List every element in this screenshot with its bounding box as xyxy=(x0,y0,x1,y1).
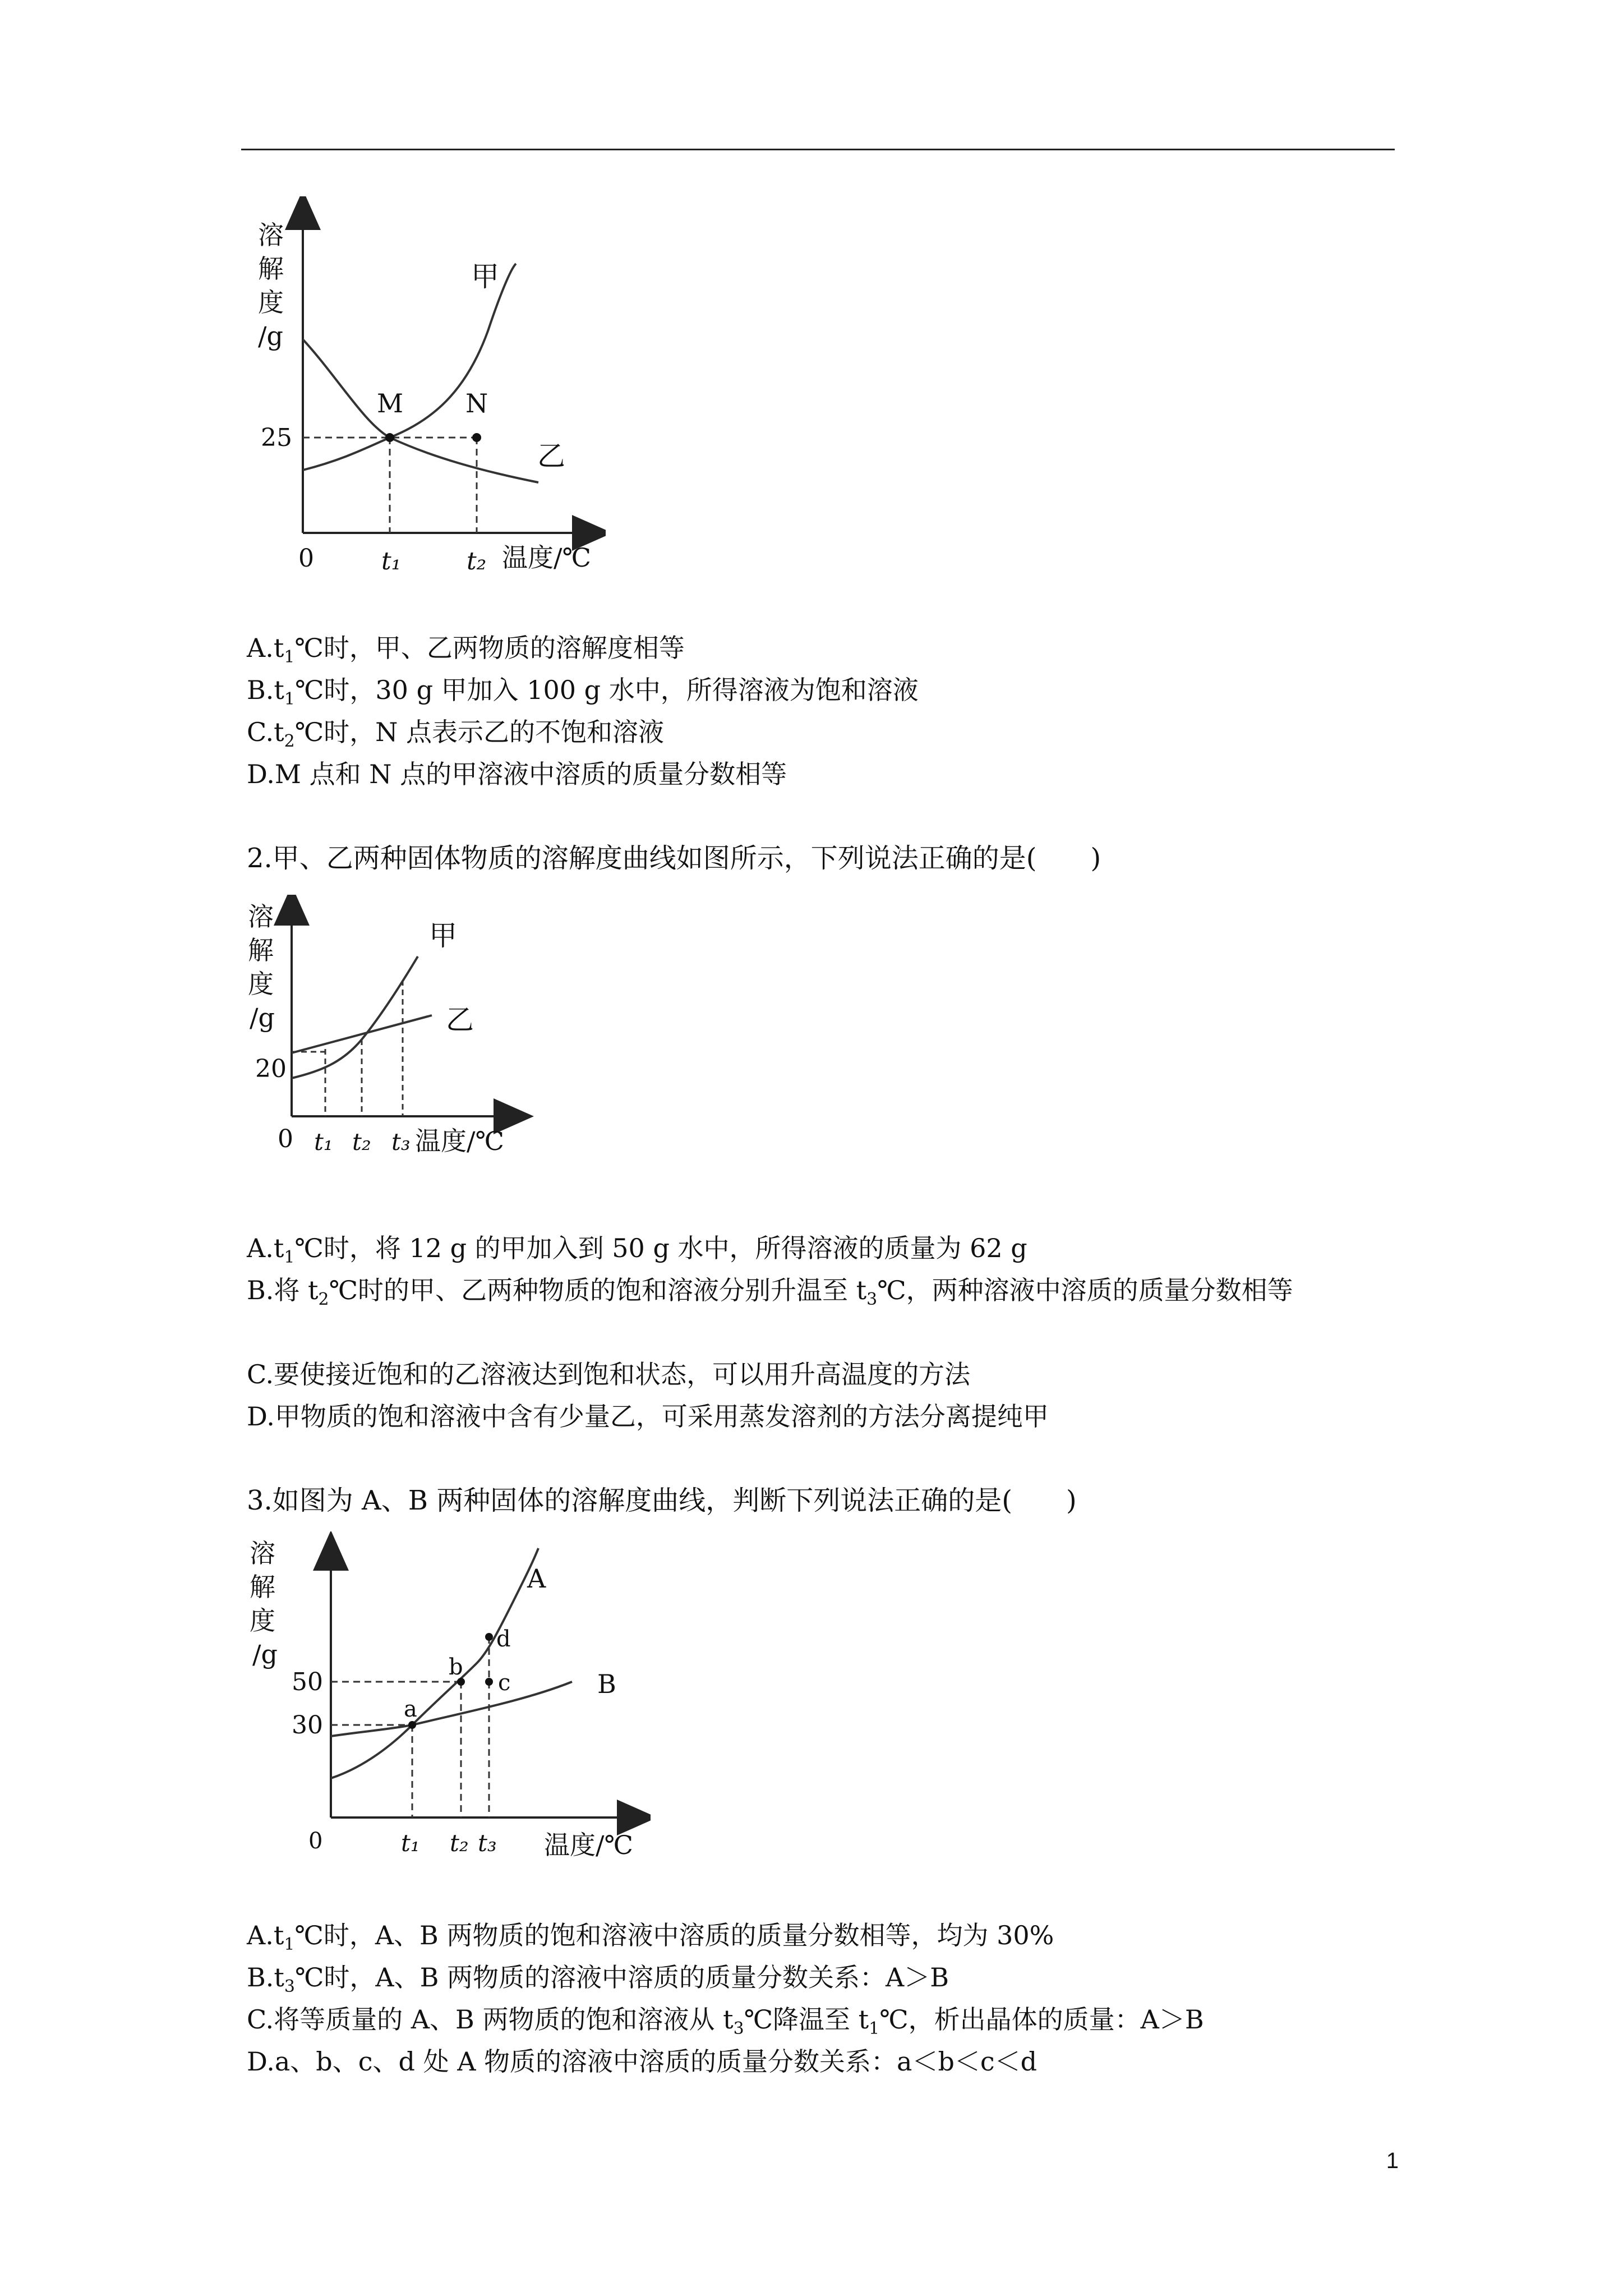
y-axis-label-2: 解 xyxy=(250,1572,275,1602)
q3-option-d: D.a、b、c、d 处 A 物质的溶液中溶质的质量分数关系：a＜b＜c＜d xyxy=(247,2046,1038,2077)
x-tick-t2: t₂ xyxy=(352,1128,371,1156)
curve-label-a: A xyxy=(527,1563,546,1594)
page-number: 1 xyxy=(1386,2148,1399,2173)
point-label-m: M xyxy=(377,388,404,418)
q1-option-a: $A.t_1℃$时，甲、乙两物质的溶解度相等 xyxy=(247,633,685,668)
y-tick-20: 20 xyxy=(255,1055,287,1083)
q1-option-c: $C.t_2℃$时，N 点表示乙的不饱和溶液 xyxy=(247,717,665,752)
x-tick-t1: t₁ xyxy=(381,547,402,576)
x-tick-t1: t₁ xyxy=(401,1829,420,1857)
point-label-n: N xyxy=(465,388,488,418)
x-axis-label: 温度/℃ xyxy=(544,1830,633,1860)
y-axis-label-3: 度 xyxy=(258,287,284,318)
x-tick-0: 0 xyxy=(308,1828,323,1854)
y-axis-label-4: /g xyxy=(250,1002,275,1033)
q2-stem: 2.甲、乙两种固体物质的溶解度曲线如图所示，下列说法正确的是( ) xyxy=(247,843,1101,874)
q3-option-b: $B.t_3℃$时，A、B 两物质的溶液中溶质的质量分数关系：A＞B xyxy=(247,1962,949,1997)
x-tick-t2: t₂ xyxy=(467,547,487,576)
y-axis-label-1: 溶 xyxy=(250,1538,275,1568)
y-axis-label-1: 溶 xyxy=(258,220,284,250)
y-tick-25: 25 xyxy=(261,424,292,452)
curve-label-jia: 甲 xyxy=(429,919,457,952)
point-label-c: c xyxy=(498,1670,511,1696)
q3-option-c: C.将等质量的 A、B 两物质的饱和溶液从 $t_3℃$降温至 $t_1℃$，析出晶体的质量：A＞B xyxy=(247,2004,1204,2039)
y-axis-label-1: 溶 xyxy=(248,901,274,932)
q3-option-a: $A.t_1℃$时，A、B 两物质的饱和溶液中溶质的质量分数相等，均为 30% xyxy=(247,1920,1054,1955)
q2-option-d: D.甲物质的饱和溶液中含有少量乙，可采用蒸发溶剂的方法分离提纯甲 xyxy=(247,1401,1049,1432)
curve-label-yi: 乙 xyxy=(537,440,565,472)
figure-3 xyxy=(247,1531,651,1879)
figure-1 xyxy=(247,196,606,578)
y-tick-50: 50 xyxy=(292,1668,323,1696)
x-axis-label: 温度/℃ xyxy=(415,1126,504,1156)
x-tick-0: 0 xyxy=(278,1125,293,1153)
header-rule xyxy=(241,149,1395,150)
x-tick-t3: t₃ xyxy=(391,1128,411,1156)
q2-option-a: $A.t_1℃$时，将 12 g 的甲加入到 50 g 水中，所得溶液的质量为 62 g xyxy=(247,1233,1027,1268)
curve-label-jia: 甲 xyxy=(471,260,499,293)
x-axis-label: 温度/℃ xyxy=(502,542,591,573)
y-axis-label-2: 解 xyxy=(258,254,284,284)
x-tick-0: 0 xyxy=(298,544,314,573)
y-axis-label-2: 解 xyxy=(248,935,274,965)
q2-option-c: C.要使接近饱和的乙溶液达到饱和状态，可以用升高温度的方法 xyxy=(247,1359,971,1389)
q1-option-d: D.M 点和 N 点的甲溶液中溶质的质量分数相等 xyxy=(247,759,787,789)
y-axis-label-3: 度 xyxy=(248,969,274,999)
y-tick-30: 30 xyxy=(292,1711,323,1740)
y-axis-label-3: 度 xyxy=(250,1605,275,1636)
x-tick-t2: t₂ xyxy=(450,1829,469,1857)
point-label-a: a xyxy=(404,1696,417,1722)
curve-label-yi: 乙 xyxy=(446,1004,474,1036)
q2-option-b: B.将 $t_2℃$时的甲、乙两种物质的饱和溶液分别升温至 $t_3℃$，两种溶液中溶质的质量分数相等 xyxy=(247,1275,1293,1310)
x-tick-t3: t₃ xyxy=(478,1829,497,1857)
q1-option-b: $B.t_1℃$时，30 g 甲加入 100 g 水中，所得溶液为饱和溶液 xyxy=(247,675,919,710)
figure-2 xyxy=(247,895,538,1175)
point-label-d: d xyxy=(496,1626,511,1652)
x-tick-t1: t₁ xyxy=(314,1128,333,1156)
curve-label-b: B xyxy=(597,1669,616,1699)
y-axis-label-4: /g xyxy=(252,1639,278,1669)
q3-stem: 3.如图为 A、B 两种固体的溶解度曲线，判断下列说法正确的是( ) xyxy=(247,1485,1077,1516)
y-axis-label-4: /g xyxy=(258,321,283,351)
point-label-b: b xyxy=(449,1654,463,1680)
